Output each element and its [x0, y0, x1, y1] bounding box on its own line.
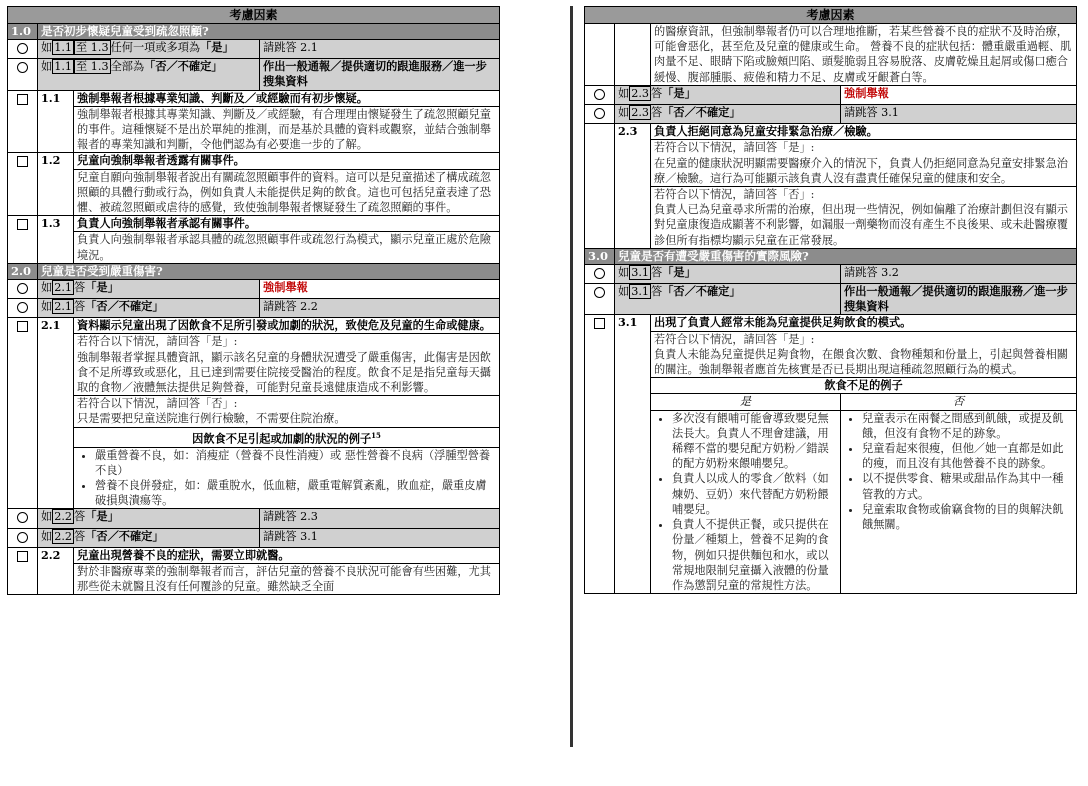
radio-button[interactable] — [594, 108, 605, 119]
yes-description: 在兒童的健康狀況明顯需要醫療介入的情況下，負責人仍拒絕同意為兒童安排緊急治療／檢驗。這行為可能顯示該負責人沒有盡責任確保兒童的健康和安全。 — [654, 156, 1068, 185]
list-item: • 營養不良併發症，如：嚴重脫水，低血糖，嚴重電解質紊亂，敗血症，嚴重皮膚破損與潰瘍等。 — [95, 478, 496, 508]
question-row: 2.1 資料顯示兒童出現了因飲食不足所引發或加劇的狀況，致使危及兒童的生命或健康。 — [8, 318, 500, 334]
column-header-no: 否 — [841, 394, 1077, 410]
checkbox[interactable] — [17, 156, 28, 167]
column-divider — [570, 6, 573, 747]
no-lead: 若符合以下情況，請回答「否」: — [654, 188, 815, 202]
yes-description: 強制舉報者掌握具體資訊，顯示該名兒童的身體狀況遭受了嚴重傷害，此傷害是因飲食不足所導致或惡化，且已達到需要住院接受醫治的程度。飲食不足是指兒童每天攝取的食物／液體無法提供足夠營養，可能對兒童長遠健康造成不利影響。 — [77, 350, 491, 395]
right-table: 考慮因素 的醫療資訊，但強制舉報者仍可以合理地推斷，若某些營養不良的症狀不及時治療，可能會惡化，甚至危及兒童的健康或生命。 營養不良的症狀包括：體重嚴重過輕、肌肉量不足、眼睛下陷或臉頰凹陷、頭髮脆弱且容易脫落、皮膚乾燥且起屑或傷口癒合緩慢、腹部腫脹、疲倦和精力不足、皮膚或牙齦蒼白等。 如 2.3 答「是」 強制舉報 如 2.3 答「否／不確定」 請跳答 3.1 2.3 負責人拒絕同意為兒童安排緊急治療／檢驗。 若符合以下情況，請回答「是」: 在兒童的健康狀況明顯需要醫療介入的情況下，負責人仍拒絕同意為兒童安排緊急治療／檢驗。這行為可能顯示該負責人沒有盡責任確保兒童的健康和安全。 若符合以下情況，請回答「否」: 負責人已為兒童尋求所需的治療，但出現一些情況，例如偏離了治療計劃但沒有顯示對兒童康復造成顯著不利影響，如漏服一劑藥物而沒有產生不良後果、或未赴醫療覆診但所有指標均顯示兒童在正常發展。 3.0 兒童是否有遭受嚴重傷害的實際風險? 如 3.1 答「是」 請跳答 3.2 如 3.1 答「否／不確定」 作出一般通報／提供適切的跟進服務／進一步搜集資料 3.1 出現了負責人經常未能為兒童提供足夠飲食的模式。 若符合以下情況，請回答「是」: 負責人未能為兒童提供足夠食物，在餵食次數、食物種類和份量上，引起與營養相關的關注。強制舉報者應首先核實是否已長期出現這種疏忽照顧行為的模式。 飲食不足的例子 是 否 • 多次沒有餵哺可能會導致嬰兒無法長大。負責人不理會建議，用稀釋不當的嬰兒配方奶粉／錯誤的配方奶粉來餵哺嬰兒。 • 負責人以成人的零食／飲料（如煉奶、豆奶）來代替配方奶粉餵哺嬰兒。 • 負責人不提供正餐，或只提供在份量／種類上，營養不足夠的食物，例如只提供麵包和水，或以常規地限制兒童攝入液體的份量作為懲罰兒童的常規性方法。 • 兒童表示在兩餐之間感到飢餓，或提及飢餓，但沒有食物不足的跡象。 • 兒童看起來很瘦，但他／她一直都是如此的瘦，而且沒有其他營養不良的跡象。 • 以不提供零食、糖果或甜品作為其中一種管教的方式。 • 兒童索取食物或偷竊食物的目的與解決飢餓無關。 — [584, 6, 1077, 594]
radio-button[interactable] — [594, 268, 605, 279]
option-action: 請跳答 2.3 — [260, 509, 500, 528]
left-column — [7, 6, 499, 595]
question-description: 強制舉報者根據其專業知識、判斷及／或經驗，有合理理由懷疑發生了疏忽照顧兒童的事件。這種懷疑不是出於單純的推測，而是基於具體的資料或觀察，並結合強制舉報者的專業知識和判斷，令他們認為有必要進一步的了解。 — [74, 106, 500, 153]
examples-title: 因飲食不足引起或加劇的狀況的例子 — [192, 431, 372, 446]
header-title: 考慮因素 — [8, 7, 500, 24]
yes-examples-list — [654, 411, 837, 593]
option-row: 如 1.1 至 1.3 全部為「否／不確定」 作出一般通報／提供適切的跟進服務／進一步搜集資料 — [8, 59, 500, 90]
option-action: 請跳答 3.1 — [260, 528, 500, 547]
section-number: 3.0 — [585, 248, 615, 264]
no-lead: 若符合以下情況，請回答「否」: — [77, 397, 238, 411]
radio-button[interactable] — [17, 532, 28, 543]
question-row: 2.3 負責人拒絕同意為兒童安排緊急治療／檢驗。 — [585, 124, 1077, 140]
question-row: 3.1 出現了負責人經常未能為兒童提供足夠飲食的模式。 — [585, 315, 1077, 331]
yes-description: 負責人未能為兒童提供足夠食物，在餵食次數、食物種類和份量上，引起與營養相關的關注。強制舉報者應首先核實是否已長期出現這種疏忽照顧行為的模式。 — [654, 347, 1068, 377]
question-row: 1.2 兒童向強制舉報者透露有關事件。 — [8, 153, 500, 169]
checkbox[interactable] — [17, 219, 28, 230]
section-number: 1.0 — [8, 24, 38, 40]
no-description: 負責人已為兒童尋求所需的治療，但出現一些情況，例如偏離了治療計劃但沒有顯示對兒童康復造成顯著不利影響，如漏服一劑藥物而沒有產生不良後果、或未赴醫療覆診但所有指標均顯示兒童在正常發展。 — [654, 203, 1068, 247]
yes-lead: 若符合以下情況，請回答「是」: — [654, 332, 815, 346]
option-action: 請跳答 3.2 — [841, 264, 1077, 283]
yes-lead: 若符合以下情況，請回答「是」: — [654, 141, 815, 155]
column-header-yes: 是 — [651, 394, 841, 410]
list-item: • 嚴重營養不良，如：消瘦症（營養不良性消瘦）或 惡性營養不良病（浮腫型營養不良） — [95, 448, 496, 478]
question-description: 負責人向強制舉報者承認具體的疏忽照顧事件或疏忽行為模式，顯示兒童正處於危險境況。 — [74, 232, 500, 263]
radio-button[interactable] — [594, 287, 605, 298]
option-row: 如 1.1 至 1.3 任何一項或多項為「是」 請跳答 2.1 — [8, 40, 500, 59]
option-action: 作出一般通報／提供適切的跟進服務／進一步搜集資料 — [260, 59, 500, 90]
list-item: • 兒童索取食物或偷竊食物的目的與解決飢餓無關。 — [862, 502, 1073, 532]
list-item: • 兒童表示在兩餐之間感到飢餓，或提及飢餓，但沒有食物不足的跡象。 — [862, 411, 1073, 441]
option-action: 強制舉報 — [260, 279, 500, 298]
checkbox[interactable] — [17, 321, 28, 332]
yes-lead: 若符合以下情況，請回答「是」: — [77, 335, 238, 349]
section-number: 2.0 — [8, 263, 38, 279]
radio-button[interactable] — [17, 302, 28, 313]
option-action: 強制舉報 — [841, 85, 1077, 104]
question-description: 的醫療資訊，但強制舉報者仍可以合理地推斷，若某些營養不良的症狀不及時治療，可能會惡化，甚至危及兒童的健康或生命。 營養不良的症狀包括：體重嚴重過輕、肌肉量不足、眼睛下陷或臉頰凹陷、頭髮脆弱且容易脫落、皮膚乾燥且起屑或傷口癒合緩慢、腹部腫脹、疲倦和精力不足、皮膚或牙齦蒼白等。 — [651, 24, 1077, 86]
option-action: 請跳答 3.1 — [841, 105, 1077, 124]
examples-title: 飲食不足的例子 — [651, 378, 1077, 394]
section-title: 兒童是否有遭受嚴重傷害的實際風險? — [615, 248, 1077, 264]
question-row: 2.2 兒童出現營養不良的症狀，需要立即就醫。 — [8, 547, 500, 563]
no-description: 只是需要把兒童送院進行例行檢驗，不需要住院治療。 — [77, 412, 346, 426]
examples-list — [77, 448, 496, 509]
question-description: 兒童自願向強制舉報者說出有關疏忽照顧事件的資料。這可以是兒童描述了構成疏忽照顧的具體行動或行為，例如負責人未能提供足夠的飲食。這也可包括兒童表達了恐懼、被疏忽照顧或虐待的感覺，致使強制舉報者懷疑發生了疏忽照顧的事件。 — [74, 169, 500, 216]
right-column — [584, 6, 1076, 594]
checkbox[interactable] — [17, 551, 28, 562]
section-title: 兒童是否受到嚴重傷害? — [38, 263, 500, 279]
option-action: 作出一般通報／提供適切的跟進服務／進一步搜集資料 — [841, 284, 1077, 315]
radio-button[interactable] — [17, 62, 28, 73]
option-action: 請跳答 2.1 — [260, 40, 500, 59]
header-title: 考慮因素 — [585, 7, 1077, 24]
option-action: 請跳答 2.2 — [260, 299, 500, 318]
question-row: 1.1 強制舉報者根據專業知識、判斷及／或經驗而有初步懷疑。 — [8, 90, 500, 106]
radio-button[interactable] — [17, 43, 28, 54]
list-item: • 兒童看起來很瘦，但他／她一直都是如此的瘦，而且沒有其他營養不良的跡象。 — [862, 441, 1073, 471]
list-item: • 以不提供零食、糖果或甜品作為其中一種管教的方式。 — [862, 471, 1073, 501]
list-item: • 多次沒有餵哺可能會導致嬰兒無法長大。負責人不理會建議，用稀釋不當的嬰兒配方奶粉／錯誤的配方奶粉來餵哺嬰兒。 — [672, 411, 837, 472]
no-examples-list — [844, 411, 1073, 533]
radio-button[interactable] — [17, 512, 28, 523]
checkbox[interactable] — [17, 94, 28, 105]
section-title: 是否初步懷疑兒童受到疏忽照顧? — [38, 24, 500, 40]
list-item: • 負責人不提供正餐，或只提供在份量／種類上，營養不足夠的食物，例如只提供麵包和水，或以常規地限制兒童攝入液體的份量作為懲罰兒童的常規性方法。 — [672, 517, 837, 593]
radio-button[interactable] — [17, 283, 28, 294]
radio-button[interactable] — [594, 89, 605, 100]
question-description: 對於非醫療專業的強制舉報者而言，評估兒童的營養不良狀況可能會有些困難，尤其那些從未就醫且沒有任何覆診的兒童。雖然缺乏全面 — [74, 564, 500, 595]
list-item: • 負責人以成人的零食／飲料（如煉奶、豆奶）來代替配方奶粉餵哺嬰兒。 — [672, 471, 837, 517]
checkbox[interactable] — [594, 318, 605, 329]
question-row: 1.3 負責人向強制舉報者承認有關事件。 — [8, 216, 500, 232]
left-table: 考慮因素 1.0 是否初步懷疑兒童受到疏忽照顧? 如 1.1 至 1.3 任何一項或多項為「是」 請跳答 2.1 如 1.1 至 1.3 全部為「否／不確定」 作出一般通報／提供適切的跟進服務／進一步搜集資料 1.1 強制舉報者根據專業知識、判斷及／或經驗而有初步懷疑。 強制舉報者根據其專業知識、判斷及／或經驗，有合理理由懷疑發生了疏忽照顧兒童的事件。這種懷疑不是出於單純的推測，而是基於具體的資料或觀察，並結合強制舉報者的專業知識和判斷，令他們認為有必要進一步的了解。 1.2 兒童向強制舉報者透露有關事件。 兒童自願向強制舉報者說出有關疏忽照顧事件的資料。這可以是兒童描述了構成疏忽照顧的具體行動或行為，例如負責人未能提供足夠的飲食。這也可包括兒童表達了恐懼、被疏忽照顧或虐待的感覺，致使強制舉報者懷疑發生了疏忽照顧的事件。 1.3 負責人向強制舉報者承認有關事件。 負責人向強制舉報者承認具體的疏忽照顧事件或疏忽行為模式，顯示兒童正處於危險境況。 2.0 兒童是否受到嚴重傷害? 如 2.1 答「是」 強制舉報 如 2.1 答「否／不確定」 請跳答 2.2 2.1 資料顯示兒童出現了因飲食不足所引發或加劇的狀況，致使危及兒童的生命或健康。 若符合以下情況，請回答「是」: 強制舉報者掌握具體資訊，顯示該名兒童的身體狀況遭受了嚴重傷害，此傷害是因飲食不足所導致或惡化，且已達到需要住院接受醫治的程度。飲食不足是指兒童每天攝取的食物／液體無法提供足夠營養，可能對兒童長遠健康造成不利影響。 若符合以下情況，請回答「否」: 只是需要把兒童送院進行例行檢驗，不需要住院治療。 因飲食不足引起或加劇的狀況的例子$^{15}$ • 嚴重營養不良，如：消瘦症（營養不良性消瘦）或 惡性營養不良病（浮腫型營養不良） • 營養不良併發症，如：嚴重脫水，低血糖，嚴重電解質紊亂，敗血症，嚴重皮膚破損與潰瘍等。 如 2.2 答「是」 請跳答 2.3 如 2.2 答「否／不確定」 請跳答 3.1 2.2 兒童出現營養不良的症狀，需要立即就醫。 對於非醫療專業的強制舉報者而言，評估兒童的營養不良狀況可能會有些困難，尤其那些從未就醫且沒有任何覆診的兒童。雖然缺乏全面 — [7, 6, 500, 595]
